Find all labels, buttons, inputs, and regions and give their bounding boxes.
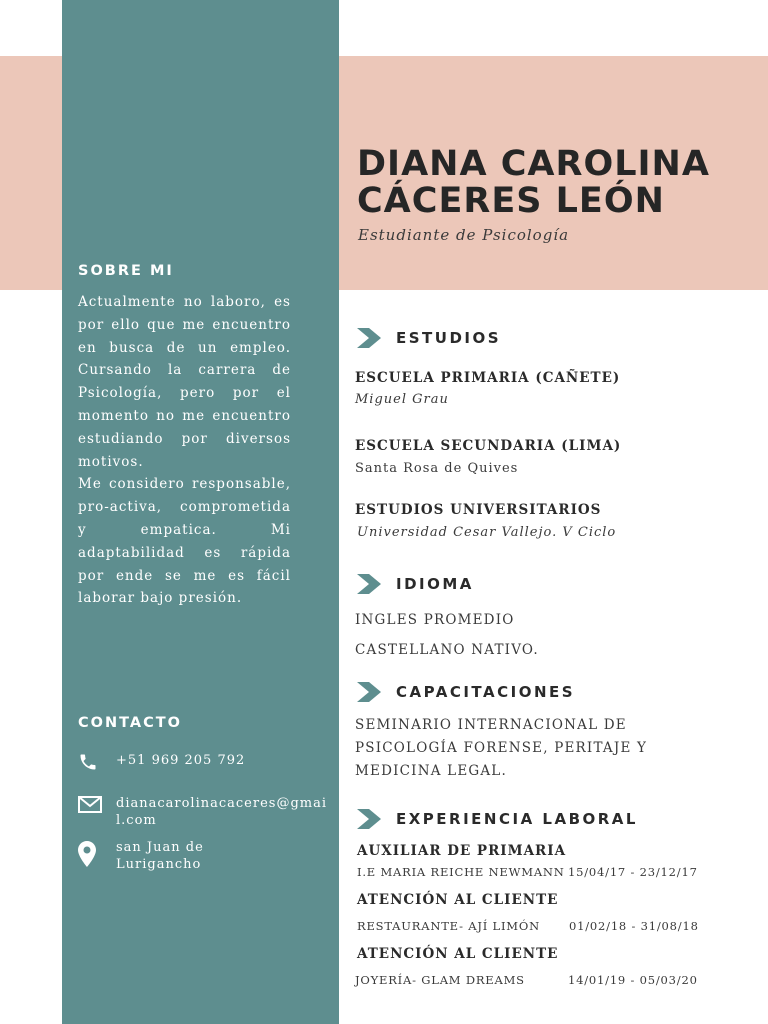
estudio-3-detail: Universidad Cesar Vallejo. V Ciclo [357,525,617,540]
experiencia-3-dates: 14/01/19 - 05/03/20 [568,973,698,987]
name-line-2: CÁCERES LEÓN [357,181,665,221]
estudio-2-detail: Santa Rosa de Quives [355,461,519,476]
about-heading: SOBRE MI [78,263,174,279]
experiencia-2-place: RESTAURANTE- AJÍ LIMÓN [357,919,540,933]
section-experiencia-label: EXPERIENCIA LABORAL [396,810,638,828]
estudio-1-detail: Miguel Grau [355,392,449,407]
mail-icon [78,795,106,813]
about-paragraph-1: Actualmente no laboro, es por ello que me encuentro en busca de un empleo. Cursando la carrera de Psicología, pero por el momento no me encuentro estudiando por diversos motivos. [78,294,291,470]
idioma-1: INGLES PROMEDIO [355,612,515,628]
name-line-1: DIANA CAROLINA [357,144,710,184]
section-idioma-heading [357,574,474,594]
experiencia-1-dates: 15/04/17 - 23/12/17 [568,865,698,879]
contact-heading: CONTACTO [78,715,182,731]
chevron-right-icon [357,809,381,829]
about-text [78,291,291,610]
contact-email [78,795,327,829]
section-idioma-label: IDIOMA [396,575,474,593]
capacitaciones-line-1: SEMINARIO INTERNACIONAL DE [355,717,627,733]
chevron-right-icon [357,328,381,348]
section-capacitaciones-heading [357,682,575,702]
email-line-2: l.com [116,813,157,828]
experiencia-2-dates: 01/02/18 - 31/08/18 [569,919,699,933]
experiencia-1-place: I.E MARIA REICHE NEWMANN [357,865,565,879]
address-line-2: Lurigancho [116,857,202,872]
phone-number[interactable]: +51 969 205 792 [116,753,246,768]
experiencia-1-title: AUXILIAR DE PRIMARIA [357,843,567,859]
capacitaciones-text [355,714,675,783]
estudio-3-title: ESTUDIOS UNIVERSITARIOS [355,502,602,518]
location-pin-icon [78,839,106,869]
idioma-2: CASTELLANO NATIVO. [355,642,539,658]
chevron-right-icon [357,682,381,702]
section-experiencia-heading [357,809,638,829]
estudio-1-title: ESCUELA PRIMARIA (CAÑETE) [355,370,621,386]
email-address[interactable] [116,795,327,829]
capacitaciones-line-3: MEDICINA LEGAL. [355,763,507,779]
full-name [357,146,757,220]
section-estudios-label: ESTUDIOS [396,329,502,347]
estudio-2-title: ESCUELA SECUNDARIA (LIMA) [355,438,622,454]
contact-phone [78,750,245,774]
capacitaciones-line-2: PSICOLOGÍA FORENSE, PERITAJE Y [355,740,648,756]
about-paragraph-2: Me considero responsable, pro-activa, comprometida y empatica. Mi adaptabilidad es rápida por ende se me es fácil laborar bajo presión. [78,476,291,607]
experiencia-2-title: ATENCIÓN AL CLIENTE [357,892,559,908]
experiencia-3-title: ATENCIÓN AL CLIENTE [357,946,559,962]
section-capacitaciones-label: CAPACITACIONES [396,683,576,701]
contact-address [78,839,204,873]
chevron-right-icon [357,574,381,594]
experiencia-3-place: JOYERÍA- GLAM DREAMS [355,973,525,987]
address [116,839,204,873]
section-estudios-heading [357,328,501,348]
email-line-1: dianacarolinacaceres@gmai [116,796,328,811]
job-subtitle: Estudiante de Psicología [358,226,570,244]
phone-icon [78,750,106,774]
address-line-1: san Juan de [116,840,204,855]
